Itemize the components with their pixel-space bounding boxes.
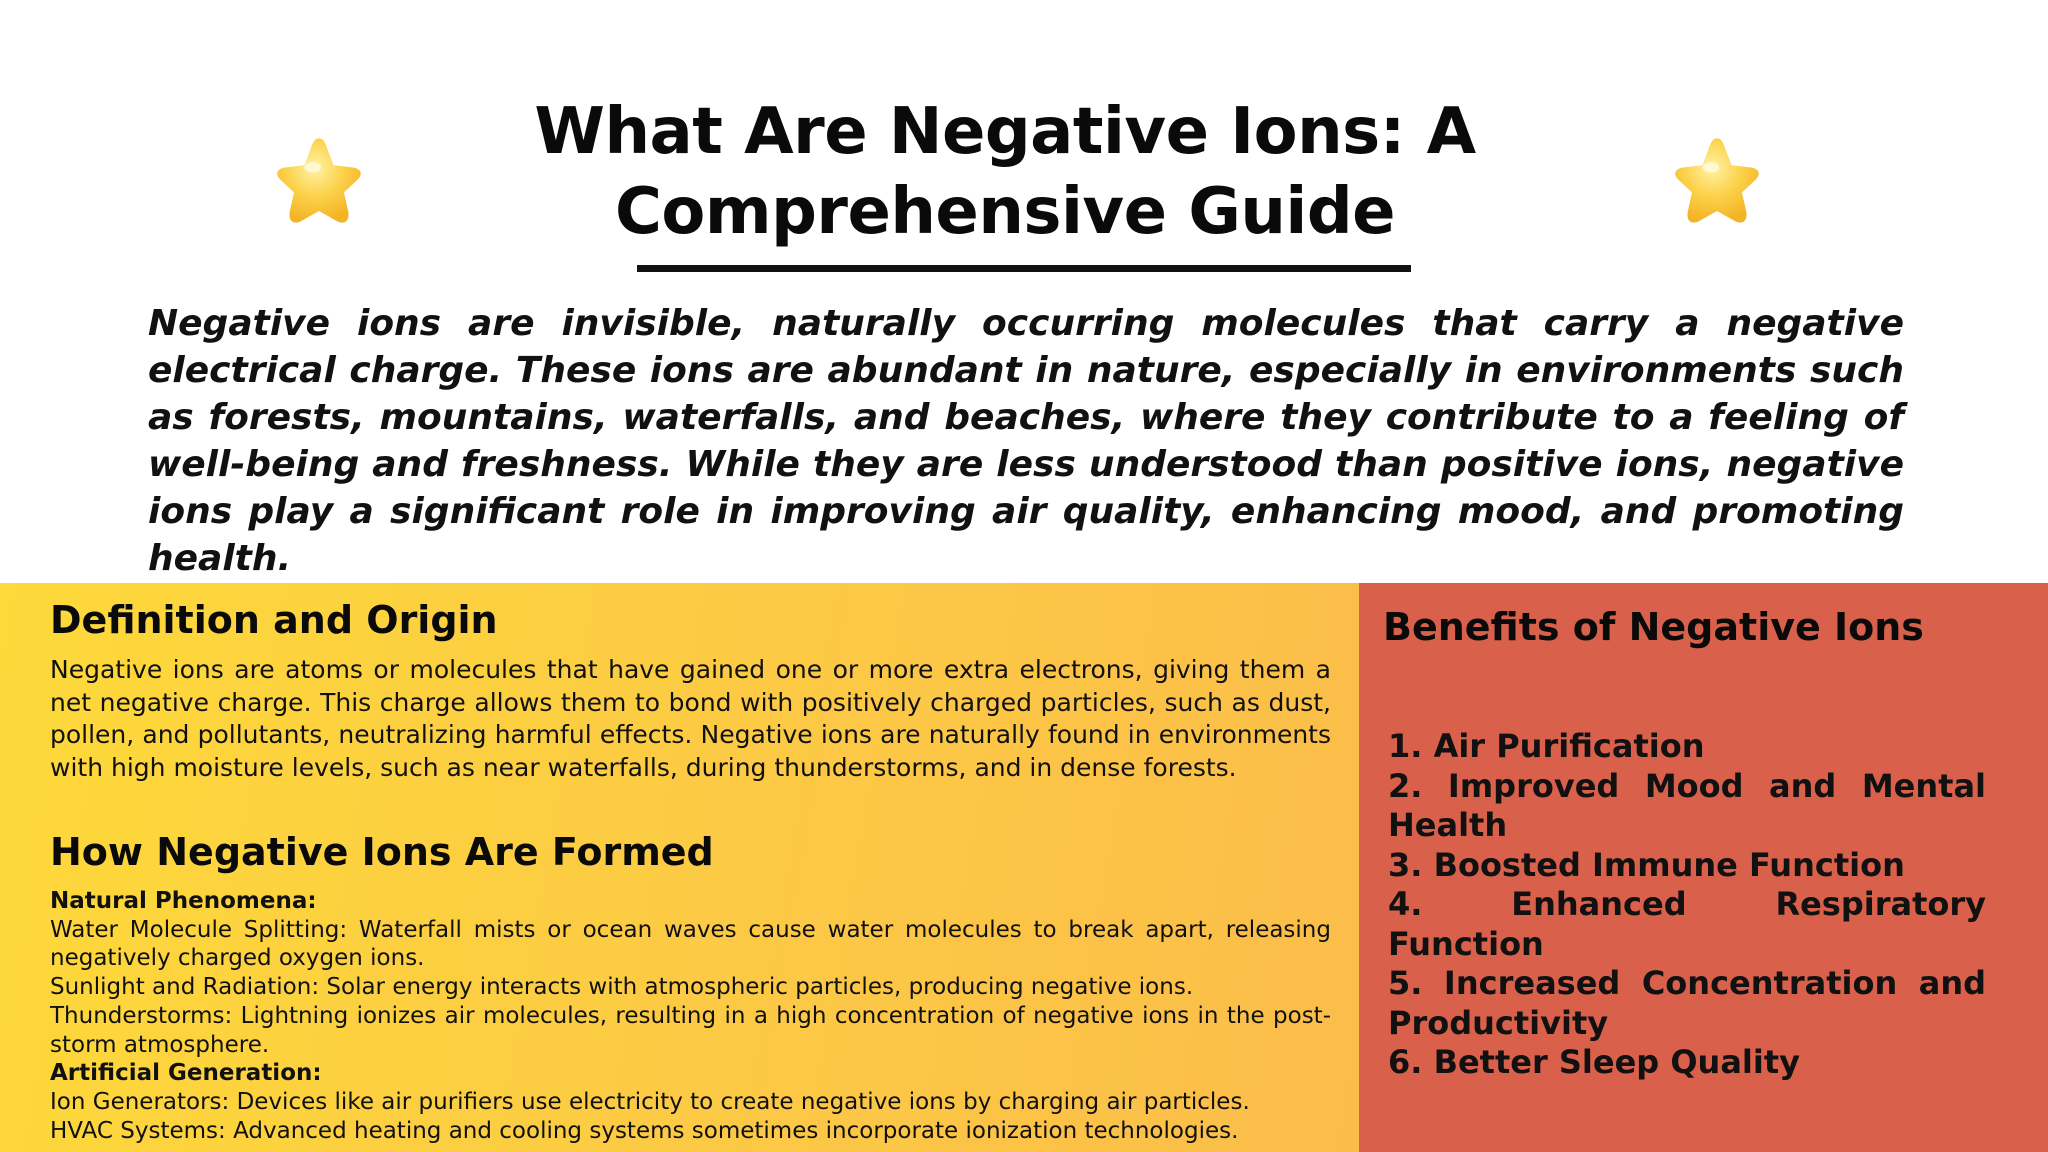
benefit-item: 2. Improved Mood and Mental Health	[1388, 766, 1986, 844]
benefit-item: 3. Boosted Immune Function	[1388, 845, 1905, 884]
natural-item: Thunderstorms: Lightning ionizes air molecules, resulting in a high concentration of negative ions in the post-storm atmosphere.	[50, 1002, 1331, 1058]
intro-paragraph: Negative ions are invisible, naturally occurring molecules that carry a negative electrical charge. These ions are abundant in nature, especially in environments such as forests, mountains, waterfalls, and beaches, where they contribute to a feeling of well-being and freshness. While they are less understood than positive ions, negative ions play a significant role in improving air quality, enhancing mood, and promoting health.	[148, 303, 1904, 579]
star-icon	[1665, 132, 1769, 236]
natural-label: Natural Phenomena:	[50, 888, 317, 914]
natural-item: Sunlight and Radiation: Solar energy interacts with atmospheric particles, producing negative ions.	[50, 974, 1194, 1001]
artificial-item: Ion Generators: Devices like air purifiers use electricity to create negative ions by charging air particles.	[50, 1088, 1250, 1115]
star-icon	[267, 132, 371, 236]
page-title	[400, 92, 1610, 252]
title-line-1: What Are Negative Ions: A	[534, 95, 1476, 169]
title-line-2: Comprehensive Guide	[614, 175, 1396, 249]
benefit-item: 1. Air Purification	[1388, 727, 1705, 765]
benefit-item: 4. Enhanced Respiratory Function	[1388, 885, 1986, 963]
natural-item: Water Molecule Splitting: Waterfall mists or ocean waves cause water molecules to break apart, releasing negatively charged oxygen ions.	[50, 916, 1331, 972]
benefit-item: 6. Better Sleep Quality	[1388, 1043, 1801, 1081]
benefits-list	[1388, 727, 1986, 1083]
artificial-label: Artificial Generation:	[50, 1060, 322, 1087]
title-underline	[637, 265, 1411, 272]
definition-body: Negative ions are atoms or molecules that have gained one or more extra electrons, giving them a net negative charge. This charge allows them to bond with positively charged particles, such as dust, pollen, and pollutants, neutralizing harmful effects. Negative ions are naturally found in environments with high moisture levels, such as near waterfalls, during thunderstorms, and in dense forests.	[50, 655, 1331, 782]
benefits-heading: Benefits of Negative Ions	[1383, 605, 1924, 649]
artificial-item: HVAC Systems: Advanced heating and cooling systems sometimes incorporate ionization technologies.	[50, 1117, 1239, 1144]
formation-heading: How Negative Ions Are Formed	[50, 830, 714, 874]
benefit-item: 5. Increased Concentration and Productivity	[1388, 964, 1986, 1042]
formation-section	[50, 887, 1331, 1145]
definition-heading: Definition and Origin	[50, 598, 498, 642]
